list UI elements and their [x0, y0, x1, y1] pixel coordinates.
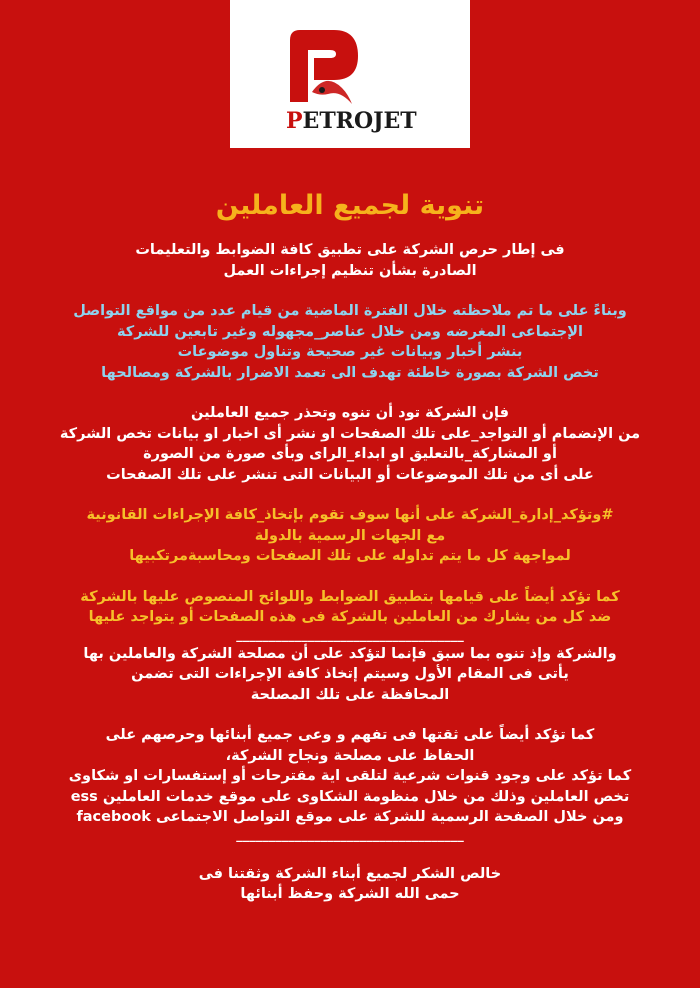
- text-line: ضد كل من يشارك من العاملين بالشركة فى هذه الصفحات أو يتواجد عليها: [88, 609, 612, 625]
- separator-line: ___________________________________: [236, 627, 464, 643]
- paragraph-regulations: [20, 587, 680, 628]
- text-line: الصادرة بشأن تنظيم إجراءات العمل: [223, 262, 477, 279]
- paragraph-intro: [20, 240, 680, 281]
- paragraph-company-interest: [20, 644, 680, 706]
- text-line: الإجتماعى المغرضه ومن خلال عناصر_مجهوله وغير تابعين للشركة: [116, 323, 584, 340]
- text-line: على أى من تلك الموضوعات أو البيانات التى تنشر على تلك الصفحات: [106, 466, 594, 483]
- text-line: كما تؤكد على وجود قنوات شرعية لتلقى اية مقترحات أو إستفسارات او شكاوى: [68, 768, 632, 784]
- notice-document: [20, 188, 680, 905]
- logo-text: PETROJET: [286, 108, 417, 134]
- text-line: يأتى فى المقام الأول وسيتم إتخاذ كافة الإجراءات التى تضمن: [131, 666, 569, 682]
- text-line: تخص الشركة بصورة خاطئة تهدف الى تعمد الاضرار بالشركة ومصالحها: [101, 364, 599, 381]
- text-line: خالص الشكر لجميع أبناء الشركة وثقتنا فى: [198, 865, 502, 882]
- petrojet-logo: [230, 0, 470, 148]
- text-line: مع الجهات الرسمية بالدولة: [254, 527, 446, 544]
- text-line: فإن الشركة تود أن تنوه وتحذر جميع العاملين: [191, 405, 509, 421]
- text-line: لمواجهة كل ما يتم تداوله على تلك الصفحات ومحاسبةمرتكبيها: [129, 548, 571, 564]
- paragraph-legal-action: [20, 505, 680, 567]
- text-line: والشركة وإذ تنوه بما سبق فإنما لتؤكد على أن مصلحة الشركة والعاملين بها: [83, 645, 617, 662]
- text-line: ومن خلال الصفحة الرسمية للشركة على موقع التواصل الاجتماعى facebook: [76, 809, 624, 825]
- paragraph-closing: [20, 864, 680, 905]
- text-line: بنشر أخبار وبيانات غير صحيحة وتناول موضوعات: [177, 344, 523, 360]
- notice-title: تنوية لجميع العاملين: [215, 190, 485, 221]
- text-line: #وتؤكد_إدارة_الشركة على أنها سوف تقوم بإتخاذ_كافة الإجراءات القانونية: [86, 507, 614, 523]
- text-line: الحفاظ على مصلحة ونجاح الشركة،: [225, 747, 475, 764]
- text-line: المحافظة على تلك المصلحة: [250, 686, 450, 703]
- text-line: من الإنضمام أو التواجد_على تلك الصفحات او نشر أى اخبار او بيانات تخص الشركة: [59, 425, 641, 442]
- paragraph-channels: [20, 725, 680, 828]
- text-line: فى إطار حرص الشركة على تطبيق كافة الضوابط والتعليمات: [135, 242, 565, 258]
- petrojet-p-mark: [290, 30, 358, 104]
- paragraph-observation: [20, 301, 680, 383]
- text-line: كما تؤكد أيضاً على ثقتها فى تفهم و وعى جميع أبنائها وحرصهم على: [105, 727, 595, 743]
- text-line: وبناءً على ما تم ملاحظته خلال الفترة الماضية من قيام عدد من مواقع التواصل: [73, 303, 627, 319]
- separator-line: ___________________________________: [236, 827, 464, 843]
- text-line: تخص العاملين وذلك من خلال منظومة الشكاوى على موقع خدمات العاملين ess: [70, 788, 630, 805]
- logo-panel: [230, 0, 470, 148]
- paragraph-warning: [20, 403, 680, 485]
- text-line: كما تؤكد أيضاً على قيامها بتطبيق الضوابط واللوائح المنصوص عليها بالشركة: [80, 588, 620, 605]
- text-line: حمى الله الشركة وحفظ أبنائها: [240, 886, 460, 902]
- text-line: أو المشاركة_بالتعليق او ابداء_الراى وبأى صورة من الصورة: [143, 446, 557, 462]
